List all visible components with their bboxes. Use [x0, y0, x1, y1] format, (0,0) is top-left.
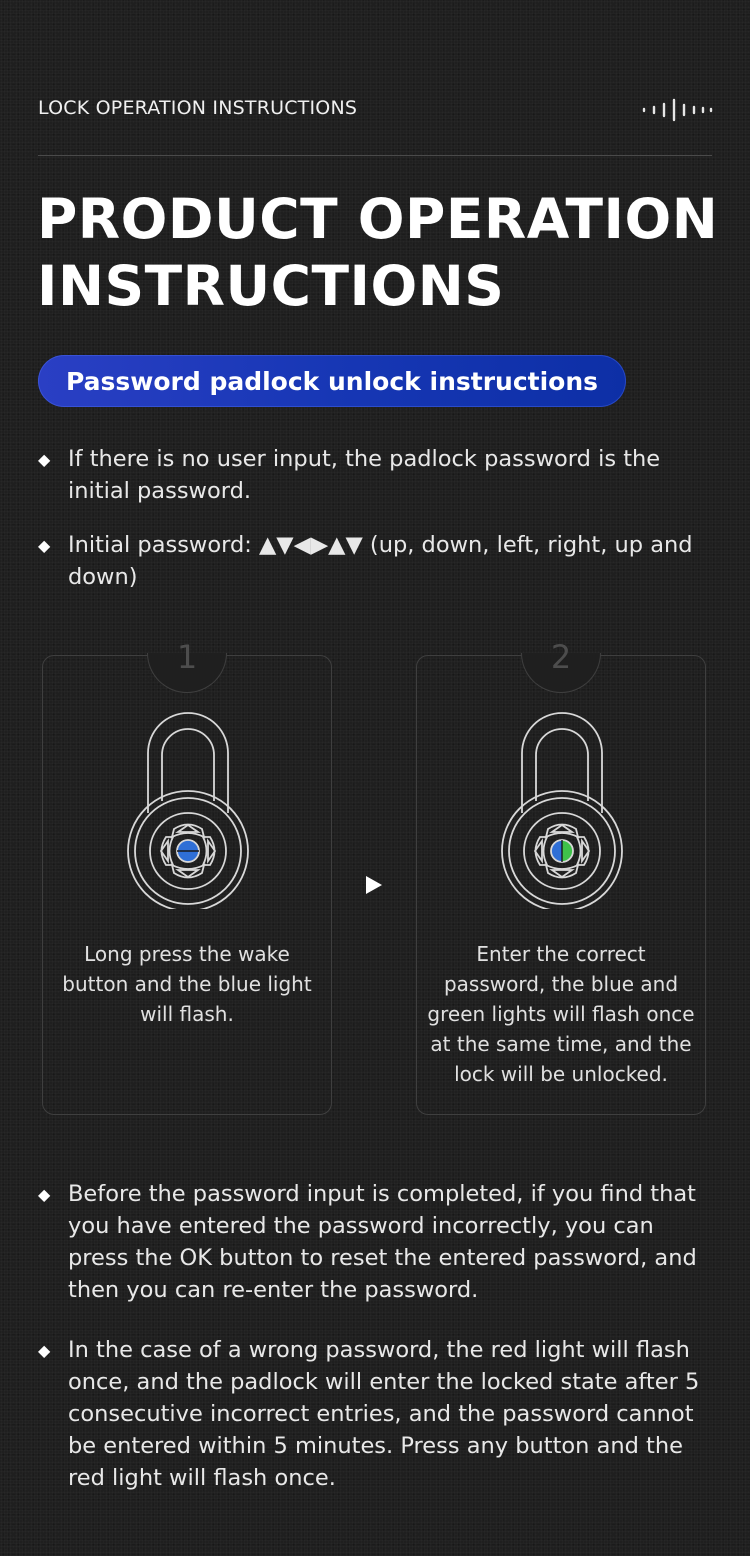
step-card-2: [416, 638, 706, 1115]
section-pill-label: Password padlock unlock instructions: [65, 366, 599, 396]
page-title: [37, 186, 718, 320]
diamond-bullet-icon: ◆: [38, 536, 51, 555]
diamond-bullet-icon: ◆: [38, 1341, 51, 1360]
step-description: Enter the correct password, the blue and green lights will flash once at the same time, and the lock will be unlocked.: [427, 942, 695, 1086]
bullet-item: [38, 1178, 714, 1306]
bullet-text: In the case of a wrong password, the red light will flash once, and the padlock will enter the locked state after 5 consecutive incorrect entries, and the password cannot be entered within 5 minutes. Press any button and the red light will flash once.: [68, 1337, 700, 1491]
page-title-line-1: PRODUCT OPERATION: [37, 187, 719, 251]
padlock-blue-green-light-icon: [500, 709, 624, 909]
diamond-bullet-icon: ◆: [38, 1185, 51, 1204]
bullet-item: [38, 529, 714, 593]
section-pill: [38, 355, 626, 407]
audio-wave-icon: [640, 98, 714, 122]
step-number: 1: [176, 638, 198, 676]
header-label: LOCK OPERATION INSTRUCTIONS: [38, 97, 358, 119]
step-description: Long press the wake button and the blue light will flash.: [62, 942, 312, 1026]
padlock-blue-light-icon: [126, 709, 250, 909]
step-number: 2: [550, 638, 572, 676]
bullet-text: Before the password input is completed, if you find that you have entered the password incorrectly, you can press the OK button to reset the entered password, and then you can re-enter the password.: [68, 1181, 697, 1303]
diamond-bullet-icon: ◆: [38, 450, 51, 469]
bullet-text: Initial password: ▲▼◀▶▲▼ (up, down, left, right, up and down): [68, 532, 693, 590]
bullet-text: If there is no user input, the padlock password is the initial password.: [68, 446, 661, 504]
bullet-item: [38, 443, 714, 507]
step-card-1: [42, 638, 332, 1115]
bullet-item: [38, 1334, 714, 1494]
page-title-line-2: INSTRUCTIONS: [37, 254, 505, 318]
header-divider: [38, 155, 712, 156]
next-step-arrow-icon: [366, 876, 382, 894]
